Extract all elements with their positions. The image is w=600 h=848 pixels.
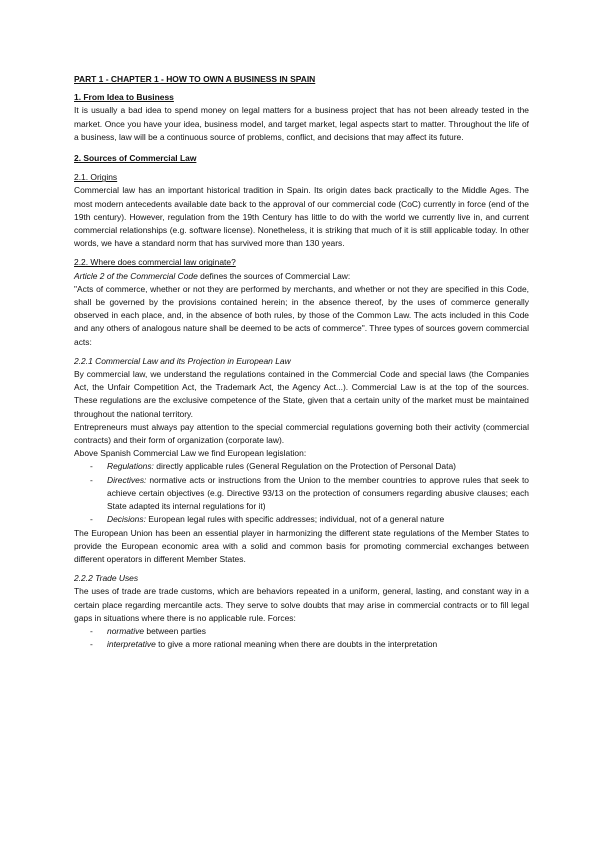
commercial-law-paragraph-3: Above Spanish Commercial Law we find European legislation:	[74, 448, 307, 459]
subsection-heading-where: 2.2. Where does commercial law originate?	[74, 257, 236, 268]
chapter-title: PART 1 - CHAPTER 1 - HOW TO OWN A BUSINESS IN SPAIN	[74, 74, 316, 84]
trade-uses-paragraph: The uses of trade are trade customs, which are behaviors repeated in a uniform, general, lasting, and constant way in a certain place regarding mercantile acts. They serve to solve doubts that may arise in commercial contracts or to fill legal gaps in situations where there is no applicable rule. Forces:	[74, 586, 529, 623]
article-intro-text: defines the sources of Commercial Law:	[197, 270, 351, 281]
section-heading-from-idea: 1. From Idea to Business	[74, 92, 174, 103]
commercial-law-paragraph-2: Entrepreneurs must always pay attention to the special commercial regulations governing both their activity (commercial contracts) and their form of organization (corporate law).	[74, 421, 529, 446]
list-item: - Decisions: European legal rules with specific addresses; individual, not of a general nature	[90, 514, 445, 525]
section-heading-sources: 2. Sources of Commercial Law	[74, 153, 197, 164]
article-intro	[74, 270, 529, 283]
article-quote: "Acts of commerce, whether or not they are performed by merchants, and whether or not they are specified in this Code, shall be governed by the provisions contained herein; in the absence thereof, by the uses of commerce generally observed in each place, and, in the absence of both rules, by those of the Common Law. The acts included in this Code and any others of analogous nature shall be deemed to be acts of commerce". Three types of sources govern commercial acts:	[74, 283, 529, 347]
subsection-heading-trade-uses: 2.2.2 Trade Uses	[74, 573, 139, 584]
article-reference: Article 2 of the Commercial Code	[74, 270, 198, 281]
commercial-law-paragraph-1: By commercial law, we understand the regulations contained in the Commercial Code and special laws (the Companies Act, the Unfair Competition Act, the Trademark Act, the Agency Act...). Commercial Law is at the top of the sources. These regulations are the exclusive competence of the State, given that a certain unity of the market must be maintained throughout the national territory.	[74, 369, 529, 419]
list-item: - normative between parties	[90, 625, 206, 636]
list-item: - interpretative to give a more rational meaning when there are doubts in the interpretation	[90, 639, 438, 650]
eu-legislation-list	[74, 460, 529, 526]
subsection-heading-commercial-law: 2.2.1 Commercial Law and its Projection in European Law	[74, 355, 291, 366]
origins-paragraph: Commercial law has an important historical tradition in Spain. Its origin dates back practically to the Middle Ages. The most modern antecedents available date back to the approval of our commercial code (CoC) currently in force (end of the 19th century). However, regulation from the 19th Century has little to do with the world we currently live in, and current commercial relationships (e.g. software license). Nonetheless, it is striking that much of it is still applicable today. In other words, we have a standard norm that has survived more than 130 years.	[74, 185, 529, 249]
list-item: - Directives: normative acts or instructions from the Union to the member countries to approve rules that seek to achieve certain objectives (e.g. Directive 93/13 on the protection of consumers regarding abusive clauses; each State adapted its internal regulations for it)	[90, 474, 529, 512]
document-page	[74, 73, 529, 651]
list-item: - Regulations: directly applicable rules (General Regulation on the Protection of Personal Data)	[90, 461, 456, 472]
eu-harmonization-paragraph: The European Union has been an essential player in harmonizing the different state regulations of the Member States to provide the European economic area with a solid and common basis for promoting commercial exchanges between different operators in different Member States.	[74, 527, 529, 564]
from-idea-paragraph: It is usually a bad idea to spend money on legal matters for a business project that has not been already tested in the market. Once you have your idea, business model, and target market, legal aspects start to matter. Throughout the life of a business, law will be a continuous source of problems, conflict, and decisions that may affect its future.	[74, 105, 529, 142]
forces-list	[74, 625, 529, 651]
subsection-heading-origins: 2.1. Origins	[74, 172, 118, 183]
